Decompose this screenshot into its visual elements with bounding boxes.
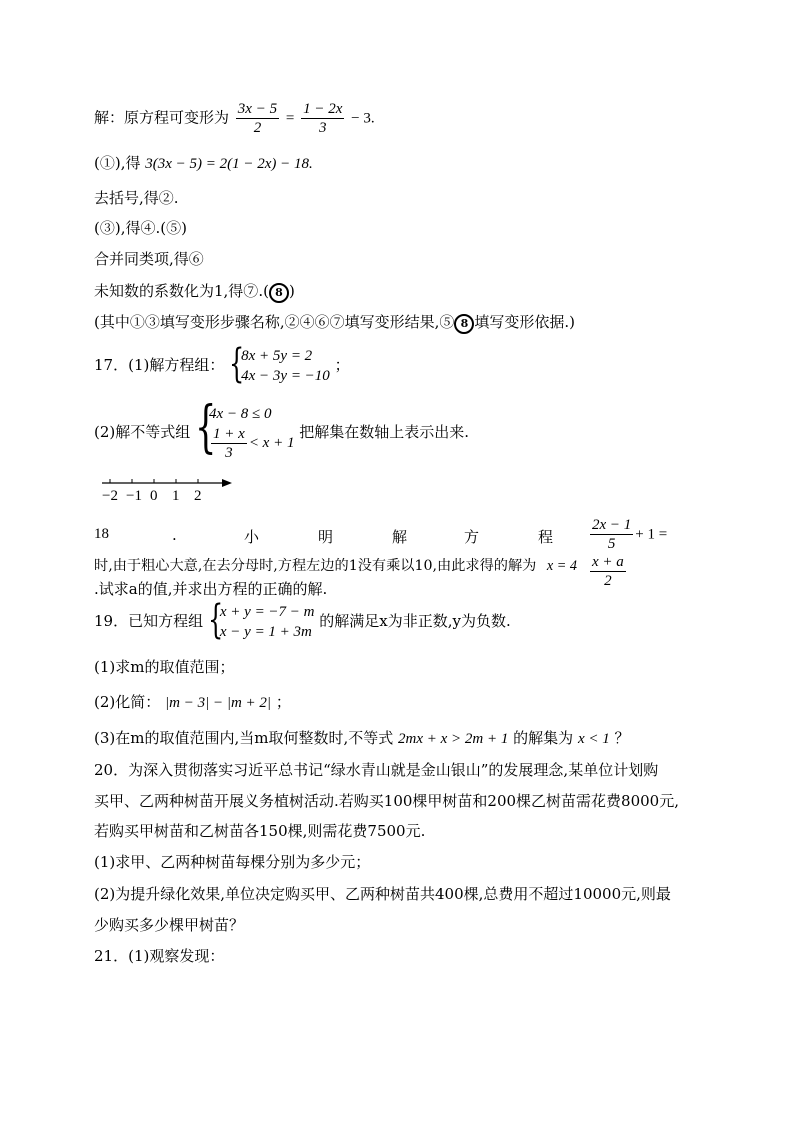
q18-line2: 时,由于粗心大意,在去分母时,方程左边的1没有乘以10,由此求得的解为 x = 4 [94, 558, 577, 574]
step4-line: 合并同类项,得⑥ [94, 250, 204, 268]
step1-prefix: (①),得 [94, 154, 141, 172]
q19-part3: (3)在m的取值范围内,当m取何整数时,不等式 2mx + x > 2m + 1 的解集为 x < 1 ？ [94, 729, 630, 747]
step3-line: (③),得④.(⑤) [94, 219, 187, 237]
number-line-svg [98, 476, 234, 506]
q19-part1: (1)求m的取值范围； [94, 658, 235, 676]
axis-label: 2 [194, 488, 202, 504]
solution-intro-text: 解：原方程可变形为 [94, 108, 230, 127]
step1-expr: 3(3x − 5) = 2(1 − 2x) − 18. [145, 156, 313, 172]
equation-system: { x + y = −7 − m x − y = 1 + 3m [207, 597, 315, 643]
axis-label: 1 [172, 488, 180, 504]
q19-part2: (2)化简： |m − 3| − |m + 2| ； [94, 693, 291, 711]
q17-p2-tail: 把解集在数轴上表示出来. [299, 423, 470, 441]
circled-8-icon: 8 [269, 283, 289, 303]
q21-line1: 21．(1)观察发现： [94, 947, 225, 965]
axis-label: 0 [150, 488, 158, 504]
q18-equation: $\frac{2x - 1}{5}$ + 1 = $\frac{x + a}{2}$ [592, 517, 668, 589]
brace-icon: { [195, 394, 217, 460]
equation-system: { 8x + 5y = 2 4x − 3y = −10 [229, 341, 330, 387]
step1-line [94, 152, 313, 175]
q18-line3: .试求a的值,并求出方程的正确的解. [94, 580, 328, 598]
brace-icon: { [229, 341, 245, 387]
q17-part1: 17．(1)解方程组： { 8x + 5y = 2 4x − 3y = −10 ； [94, 341, 350, 387]
q18-line1: 18 . 小 明 解 方 程 $\frac{2x - 1}{5}$ + 1 = $\frac{x + a}{2}$ [94, 516, 694, 556]
brace-icon: { [207, 597, 224, 643]
q20-line1: 20．为深入贯彻落实习近平总书记“绿水青山就是金山银山”的发展理念,某单位计划购 [94, 761, 659, 779]
axis-label: −2 [102, 488, 118, 504]
eq-tail: − 3. [351, 110, 375, 127]
q17-p2-label: (2)解不等式组 [94, 423, 191, 441]
inequality-system: { 4x − 8 ≤ 0 $\frac{1 + x}{3}$ < x + 1 [195, 394, 295, 462]
q17-number: 17． [94, 356, 129, 374]
q19-intro: 19．已知方程组 { x + y = −7 − m x − y = 1 + 3m 的解满足x为非正数,y为负数. [94, 597, 511, 643]
q17-p1-label: (1)解方程组： [128, 356, 225, 374]
note-text-b: 填写变形依据.) [474, 313, 576, 331]
lhs-fraction: $\frac{3x - 5}{2}$ [237, 101, 278, 136]
q17-part2 [94, 394, 470, 462]
rhs-fraction: $\frac{1 - 2x}{3}$ [303, 101, 343, 136]
note-line [94, 311, 575, 334]
axis-label: −1 [126, 488, 142, 504]
q20-part2a: (2)为提升绿化效果,单位决定购买甲、乙两种树苗共400棵,总费用不超过10000元,则最 [94, 885, 671, 903]
solution-intro-line: 解：原方程可变形为 $\frac{3x - 5}{2}$ = $\frac{1 - 2x}{3}$ − 3. [94, 101, 375, 136]
step2-line: 去括号,得②. [94, 189, 179, 207]
step5-line: 未知数的系数化为1,得⑦.( 8 ) [94, 280, 295, 303]
q20-line3: 若购买甲树苗和乙树苗各150棵,则需花费7500元. [94, 822, 426, 840]
q20-line2: 买甲、乙两种树苗开展义务植树活动.若购买100棵甲树苗和200棵乙树苗需花费8000元, [94, 792, 679, 810]
circled-8-icon: 8 [454, 314, 474, 334]
inequality-fraction: $\frac{1 + x}{3}$ [213, 426, 245, 462]
q20-part1: (1)求甲、乙两种树苗每棵分别为多少元； [94, 853, 371, 871]
number-line [98, 476, 234, 506]
step5-text: 未知数的系数化为1,得⑦.( [94, 282, 269, 300]
note-text-a: (其中①③填写变形步骤名称,②④⑥⑦填写变形结果,⑤ [94, 313, 455, 331]
arrow-right-icon [222, 479, 232, 487]
q20-part2b: 少购买多少棵甲树苗？ [94, 916, 245, 934]
